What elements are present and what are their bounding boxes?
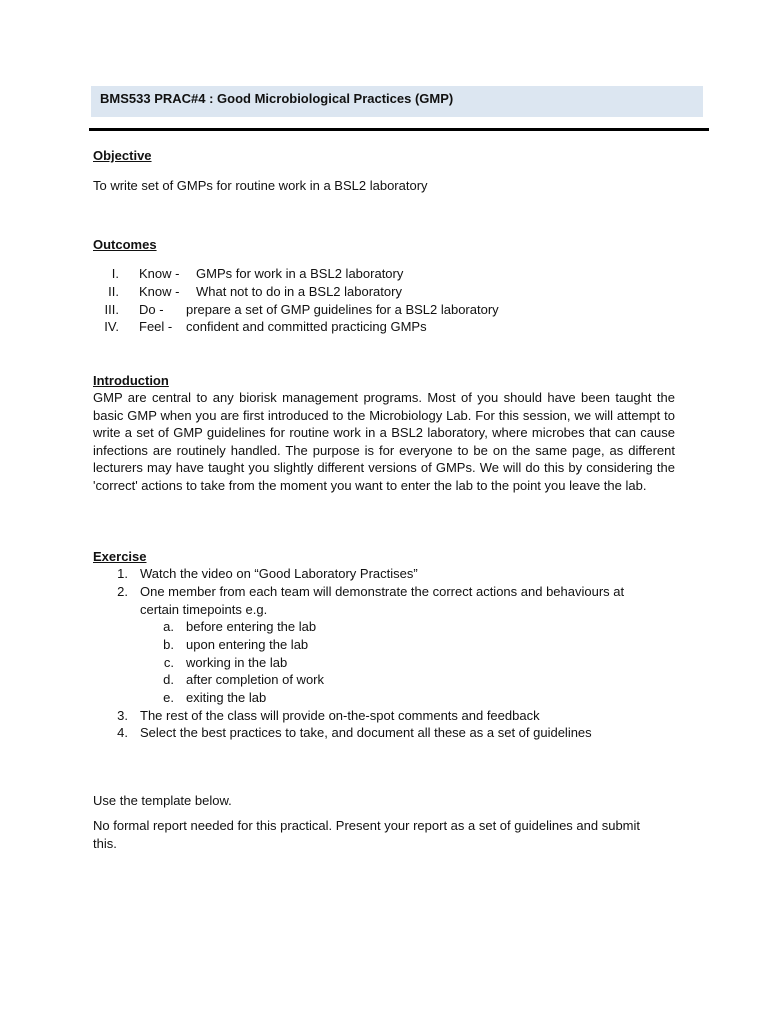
exercise-number: 1. [117,566,128,581]
report-note: No formal report needed for this practical. Present your report as a set of guidelines and submit this. [93,818,641,851]
subitem-letter: d. [163,672,174,687]
subitem-letter: e. [163,690,174,705]
title-bar [91,86,703,117]
exercise-heading: Exercise [93,549,147,564]
outcome-text: confident and committed practicing GMPs [186,319,427,334]
outcomes-heading: Outcomes [93,237,157,252]
exercise-text: Select the best practices to take, and document all these as a set of guidelines [140,725,592,740]
exercise-number: 3. [117,708,128,723]
outcome-label: Do - [139,302,164,317]
outcome-label: Know - [139,284,180,299]
outcome-label: Feel - [139,319,173,334]
subitem-letter: a. [163,619,174,634]
subitem-letter: c. [163,655,174,670]
exercise-number: 4. [117,725,128,740]
header-divider [89,128,709,131]
outcome-number: II. [108,284,119,299]
introduction-text: GMP are central to any biorisk management programs. Most of you should have been taught the basic GMP when you are first introduced to the Microbiology Lab. For this session, we will attempt to write a set of GMP guidelines for routine work in a BSL2 laboratory, where microbes that can cause infections are routinely handled. The purpose is for everyone to be on the same page, as different lecturers may have taught you slightly different versions of GMPs. We will do this by considering the 'correct' actions to take from the moment you want to enter the lab to the point you leave the lab. [93,390,675,493]
outcome-text: prepare a set of GMP guidelines for a BSL2 laboratory [186,302,499,317]
outcome-text: GMPs for work in a BSL2 laboratory [196,266,404,281]
outcome-text: What not to do in a BSL2 laboratory [196,284,402,299]
outcome-number: I. [111,266,119,281]
objective-heading: Objective [93,148,152,163]
subitem-text: exiting the lab [186,690,267,705]
outcome-label: Know - [139,266,180,281]
exercise-text: certain timepoints e.g. [140,602,268,617]
subitem-text: upon entering the lab [186,637,309,652]
template-note: Use the template below. [93,793,232,808]
outcome-number: IV. [104,319,119,334]
subitem-letter: b. [163,637,174,652]
subitem-text: working in the lab [186,655,288,670]
exercise-text: Watch the video on “Good Laboratory Practises” [140,566,418,581]
exercise-number: 2. [117,584,128,599]
subitem-text: before entering the lab [186,619,317,634]
introduction-heading: Introduction [93,373,169,388]
exercise-text: The rest of the class will provide on-the-spot comments and feedback [140,708,540,723]
outcome-number: III. [104,302,119,317]
document-title: BMS533 PRAC#4 : Good Microbiological Practices (GMP) [100,91,454,106]
exercise-text: One member from each team will demonstrate the correct actions and behaviours at [140,584,625,599]
objective-text: To write set of GMPs for routine work in a BSL2 laboratory [93,178,428,193]
subitem-text: after completion of work [186,672,325,687]
